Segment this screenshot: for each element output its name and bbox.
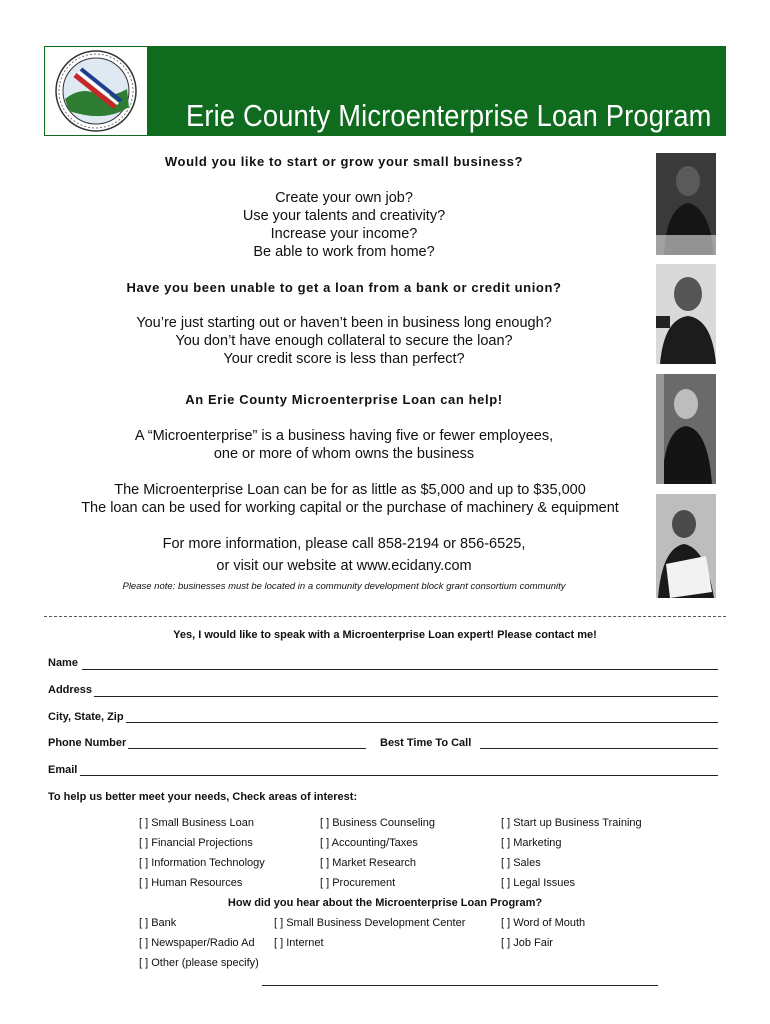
other-specify-field[interactable] xyxy=(262,985,658,986)
loan-info-line: The loan can be used for working capital or the purchase of machinery & equipment xyxy=(81,500,619,516)
question-line: You don’t have enough collateral to secure the loan? xyxy=(175,333,513,349)
photo-man-headset xyxy=(656,264,716,364)
location-note: Please note: businesses must be located in a community development block grant consortium community xyxy=(122,581,566,592)
question-line: Create your own job? xyxy=(275,190,413,206)
definition-line: A “Microenterprise” is a business having five or fewer employees, xyxy=(134,428,554,444)
loan-info-block xyxy=(30,481,670,517)
person-photo-icon xyxy=(656,374,716,484)
checkbox-job-fair[interactable]: [ ] Job Fair xyxy=(501,937,553,949)
phone-number-label: Phone Number xyxy=(48,737,127,749)
heading-start-business: Would you like to start or grow your small business? xyxy=(164,154,524,169)
questions-block-1 xyxy=(40,189,648,261)
city-state-zip-label: City, State, Zip xyxy=(48,711,124,723)
question-line: Increase your income? xyxy=(270,226,418,242)
checkbox-small-business-loan[interactable]: [ ] Small Business Loan xyxy=(139,817,254,829)
question-line: Your credit score is less than perfect? xyxy=(223,351,465,367)
email-field[interactable] xyxy=(80,775,718,776)
best-time-field[interactable] xyxy=(480,748,718,749)
heading-loan-can-help: An Erie County Microenterprise Loan can help! xyxy=(185,392,503,407)
checkbox-sbdc[interactable]: [ ] Small Business Development Center xyxy=(274,917,466,929)
checkbox-human-resources[interactable]: [ ] Human Resources xyxy=(139,877,243,889)
person-photo-icon xyxy=(656,153,716,255)
form-title: Yes, I would like to speak with a Microenterprise Loan expert! Please contact me! xyxy=(173,629,597,641)
contact-website-line[interactable]: or visit our website at www.ecidany.com xyxy=(216,558,472,574)
checkbox-accounting-taxes[interactable]: [ ] Accounting/Taxes xyxy=(320,837,418,849)
checkbox-internet[interactable]: [ ] Internet xyxy=(274,937,324,949)
checkbox-business-counseling[interactable]: [ ] Business Counseling xyxy=(320,817,435,829)
contact-block xyxy=(40,533,648,577)
checkbox-financial-projections[interactable]: [ ] Financial Projections xyxy=(139,837,253,849)
county-seal-frame xyxy=(44,46,148,136)
phone-number-field[interactable] xyxy=(128,748,366,749)
cut-line-divider xyxy=(44,616,726,617)
person-photo-icon xyxy=(656,264,716,364)
city-state-zip-field[interactable] xyxy=(126,722,718,723)
questions-block-2 xyxy=(40,314,648,368)
definition-line: one or more of whom owns the business xyxy=(213,446,475,462)
checkbox-newspaper-radio[interactable]: [ ] Newspaper/Radio Ad xyxy=(139,937,255,949)
address-label: Address xyxy=(48,684,93,696)
checkbox-other[interactable]: [ ] Other (please specify) xyxy=(139,957,259,969)
checkbox-legal-issues[interactable]: [ ] Legal Issues xyxy=(501,877,575,889)
checkbox-market-research[interactable]: [ ] Market Research xyxy=(320,857,416,869)
checkbox-bank[interactable]: [ ] Bank xyxy=(139,917,177,929)
source-heading: How did you hear about the Microenterprise Loan Program? xyxy=(227,897,543,909)
email-label: Email xyxy=(48,764,78,776)
question-line: Use your talents and creativity? xyxy=(242,208,446,224)
question-line: Be able to work from home? xyxy=(253,244,435,260)
checkbox-information-technology[interactable]: [ ] Information Technology xyxy=(139,857,265,869)
county-seal-icon xyxy=(45,47,147,135)
contact-phone-line: For more information, please call 858-2194 or 856-6525, xyxy=(162,536,526,552)
checkbox-procurement[interactable]: [ ] Procurement xyxy=(320,877,396,889)
heading-unable-loan: Have you been unable to get a loan from a bank or credit union? xyxy=(126,280,562,295)
checkbox-word-of-mouth[interactable]: [ ] Word of Mouth xyxy=(501,917,586,929)
loan-info-line: The Microenterprise Loan can be for as little as $5,000 and up to $35,000 xyxy=(114,482,586,498)
best-time-label: Best Time To Call xyxy=(380,737,472,749)
checkbox-startup-training[interactable]: [ ] Start up Business Training xyxy=(501,817,642,829)
checkbox-marketing[interactable]: [ ] Marketing xyxy=(501,837,562,849)
checkbox-sales[interactable]: [ ] Sales xyxy=(501,857,541,869)
definition-block xyxy=(40,427,648,463)
address-field[interactable] xyxy=(94,696,718,697)
interest-heading: To help us better meet your needs, Check areas of interest: xyxy=(48,791,358,803)
name-field[interactable] xyxy=(82,669,718,670)
page-title: Erie County Microenterprise Loan Program xyxy=(186,98,712,133)
question-line: You’re just starting out or haven’t been in business long enough? xyxy=(136,315,552,331)
photo-woman-apron xyxy=(656,374,716,484)
name-label: Name xyxy=(48,657,78,669)
photo-woman-phone xyxy=(656,153,716,255)
